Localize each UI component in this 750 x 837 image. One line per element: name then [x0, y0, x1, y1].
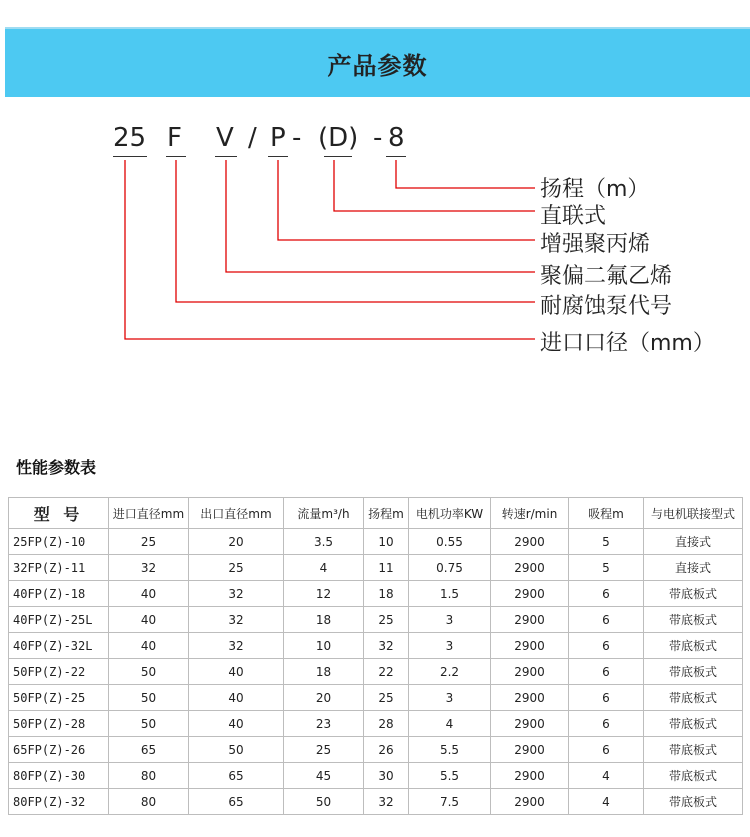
callout-inlet: 进口口径（mm）	[540, 331, 715, 356]
code-part-head: 8	[388, 123, 405, 153]
header-speed: 转速r/min	[491, 498, 569, 529]
cell-head: 18	[364, 581, 409, 607]
cell-head: 30	[364, 763, 409, 789]
cell-suction: 6	[569, 659, 644, 685]
cell-power: 0.75	[409, 555, 491, 581]
cell-model: 40FP(Z)-25L	[9, 607, 109, 633]
cell-head: 26	[364, 737, 409, 763]
header-outlet: 出口直径mm	[189, 498, 284, 529]
cell-model: 32FP(Z)-11	[9, 555, 109, 581]
cell-outlet: 32	[189, 633, 284, 659]
code-underline-v	[215, 156, 237, 157]
cell-head: 11	[364, 555, 409, 581]
cell-speed: 2900	[491, 789, 569, 815]
table-row	[9, 737, 743, 763]
cell-connection: 带底板式	[644, 711, 743, 737]
table-header-row	[9, 498, 743, 529]
table-row	[9, 581, 743, 607]
leader-pp	[278, 160, 535, 240]
cell-head: 25	[364, 685, 409, 711]
page-title: 产品参数	[327, 52, 428, 80]
code-underline-d	[324, 156, 352, 157]
cell-power: 7.5	[409, 789, 491, 815]
cell-connection: 带底板式	[644, 633, 743, 659]
code-part-slash: /	[248, 123, 257, 153]
cell-speed: 2900	[491, 555, 569, 581]
leader-head	[396, 160, 535, 188]
cell-speed: 2900	[491, 659, 569, 685]
cell-flow: 18	[284, 607, 364, 633]
cell-flow: 50	[284, 789, 364, 815]
leader-inlet	[125, 160, 535, 339]
cell-model: 80FP(Z)-30	[9, 763, 109, 789]
cell-speed: 2900	[491, 633, 569, 659]
cell-speed: 2900	[491, 581, 569, 607]
cell-connection: 带底板式	[644, 763, 743, 789]
code-part-dash-2: -	[373, 123, 383, 153]
table-row	[9, 763, 743, 789]
cell-inlet: 50	[109, 711, 189, 737]
cell-speed: 2900	[491, 607, 569, 633]
cell-flow: 45	[284, 763, 364, 789]
cell-suction: 6	[569, 685, 644, 711]
section-title: 性能参数表	[16, 458, 97, 477]
table-row	[9, 789, 743, 815]
cell-flow: 12	[284, 581, 364, 607]
cell-power: 2.2	[409, 659, 491, 685]
cell-outlet: 25	[189, 555, 284, 581]
cell-speed: 2900	[491, 763, 569, 789]
header-banner	[5, 27, 750, 97]
table-row	[9, 607, 743, 633]
header-inlet: 进口直径mm	[109, 498, 189, 529]
cell-head: 32	[364, 633, 409, 659]
cell-model: 65FP(Z)-26	[9, 737, 109, 763]
cell-model: 50FP(Z)-25	[9, 685, 109, 711]
cell-outlet: 40	[189, 685, 284, 711]
cell-suction: 6	[569, 711, 644, 737]
cell-inlet: 80	[109, 763, 189, 789]
cell-head: 25	[364, 607, 409, 633]
cell-suction: 4	[569, 763, 644, 789]
cell-outlet: 40	[189, 659, 284, 685]
cell-suction: 6	[569, 581, 644, 607]
cell-head: 28	[364, 711, 409, 737]
cell-outlet: 32	[189, 607, 284, 633]
cell-power: 4	[409, 711, 491, 737]
cell-inlet: 40	[109, 633, 189, 659]
table-row	[9, 685, 743, 711]
cell-power: 1.5	[409, 581, 491, 607]
cell-model: 25FP(Z)-10	[9, 529, 109, 555]
code-underline-f	[166, 156, 186, 157]
cell-model: 50FP(Z)-28	[9, 711, 109, 737]
table-body	[9, 529, 743, 815]
cell-power: 3	[409, 633, 491, 659]
cell-outlet: 50	[189, 737, 284, 763]
cell-inlet: 50	[109, 685, 189, 711]
cell-suction: 5	[569, 555, 644, 581]
code-part-v: V	[216, 123, 234, 153]
code-part-f: F	[167, 123, 182, 153]
code-part-dash-1: -	[292, 123, 302, 153]
cell-outlet: 65	[189, 763, 284, 789]
cell-connection: 带底板式	[644, 607, 743, 633]
cell-connection: 直接式	[644, 529, 743, 555]
performance-table	[8, 497, 743, 815]
header-suction: 吸程m	[569, 498, 644, 529]
cell-speed: 2900	[491, 529, 569, 555]
cell-head: 32	[364, 789, 409, 815]
cell-flow: 20	[284, 685, 364, 711]
cell-model: 40FP(Z)-18	[9, 581, 109, 607]
leader-direct	[334, 160, 535, 211]
cell-model: 40FP(Z)-32L	[9, 633, 109, 659]
cell-speed: 2900	[491, 685, 569, 711]
cell-power: 3	[409, 685, 491, 711]
header-flow: 流量m³/h	[284, 498, 364, 529]
cell-connection: 带底板式	[644, 581, 743, 607]
cell-power: 3	[409, 607, 491, 633]
header-connection: 与电机联接型式	[644, 498, 743, 529]
header-model: 型 号	[9, 498, 109, 529]
cell-outlet: 32	[189, 581, 284, 607]
code-part-size: 25	[113, 123, 147, 153]
cell-power: 5.5	[409, 737, 491, 763]
cell-connection: 带底板式	[644, 789, 743, 815]
cell-flow: 23	[284, 711, 364, 737]
cell-suction: 6	[569, 633, 644, 659]
table-row	[9, 633, 743, 659]
cell-inlet: 25	[109, 529, 189, 555]
header-head: 扬程m	[364, 498, 409, 529]
cell-inlet: 65	[109, 737, 189, 763]
cell-suction: 5	[569, 529, 644, 555]
cell-inlet: 32	[109, 555, 189, 581]
callout-pvdf: 聚偏二氟乙烯	[540, 264, 673, 289]
code-part-d: (D)	[318, 123, 359, 153]
leader-pvdf	[226, 160, 535, 272]
cell-inlet: 40	[109, 607, 189, 633]
table-row	[9, 711, 743, 737]
code-underline-p	[268, 156, 288, 157]
table-row	[9, 659, 743, 685]
cell-suction: 6	[569, 607, 644, 633]
cell-outlet: 40	[189, 711, 284, 737]
cell-flow: 4	[284, 555, 364, 581]
table-row	[9, 555, 743, 581]
callout-pump-code: 耐腐蚀泵代号	[540, 294, 673, 319]
cell-connection: 带底板式	[644, 737, 743, 763]
code-part-p: P	[270, 123, 286, 153]
cell-inlet: 40	[109, 581, 189, 607]
cell-connection: 带底板式	[644, 659, 743, 685]
cell-speed: 2900	[491, 737, 569, 763]
cell-power: 5.5	[409, 763, 491, 789]
cell-connection: 直接式	[644, 555, 743, 581]
cell-model: 50FP(Z)-22	[9, 659, 109, 685]
cell-flow: 18	[284, 659, 364, 685]
cell-speed: 2900	[491, 711, 569, 737]
cell-head: 10	[364, 529, 409, 555]
cell-outlet: 65	[189, 789, 284, 815]
callout-head: 扬程（m）	[540, 177, 650, 202]
header-power: 电机功率KW	[409, 498, 491, 529]
cell-inlet: 80	[109, 789, 189, 815]
leader-pump-code	[176, 160, 535, 302]
code-underline-head	[386, 156, 406, 157]
cell-connection: 带底板式	[644, 685, 743, 711]
callout-direct: 直联式	[540, 204, 607, 229]
cell-head: 22	[364, 659, 409, 685]
cell-suction: 6	[569, 737, 644, 763]
cell-suction: 4	[569, 789, 644, 815]
cell-flow: 25	[284, 737, 364, 763]
cell-flow: 10	[284, 633, 364, 659]
cell-inlet: 50	[109, 659, 189, 685]
table-row	[9, 529, 743, 555]
cell-power: 0.55	[409, 529, 491, 555]
cell-outlet: 20	[189, 529, 284, 555]
callout-pp: 增强聚丙烯	[540, 232, 651, 257]
code-underline-size	[113, 156, 147, 157]
cell-flow: 3.5	[284, 529, 364, 555]
cell-model: 80FP(Z)-32	[9, 789, 109, 815]
